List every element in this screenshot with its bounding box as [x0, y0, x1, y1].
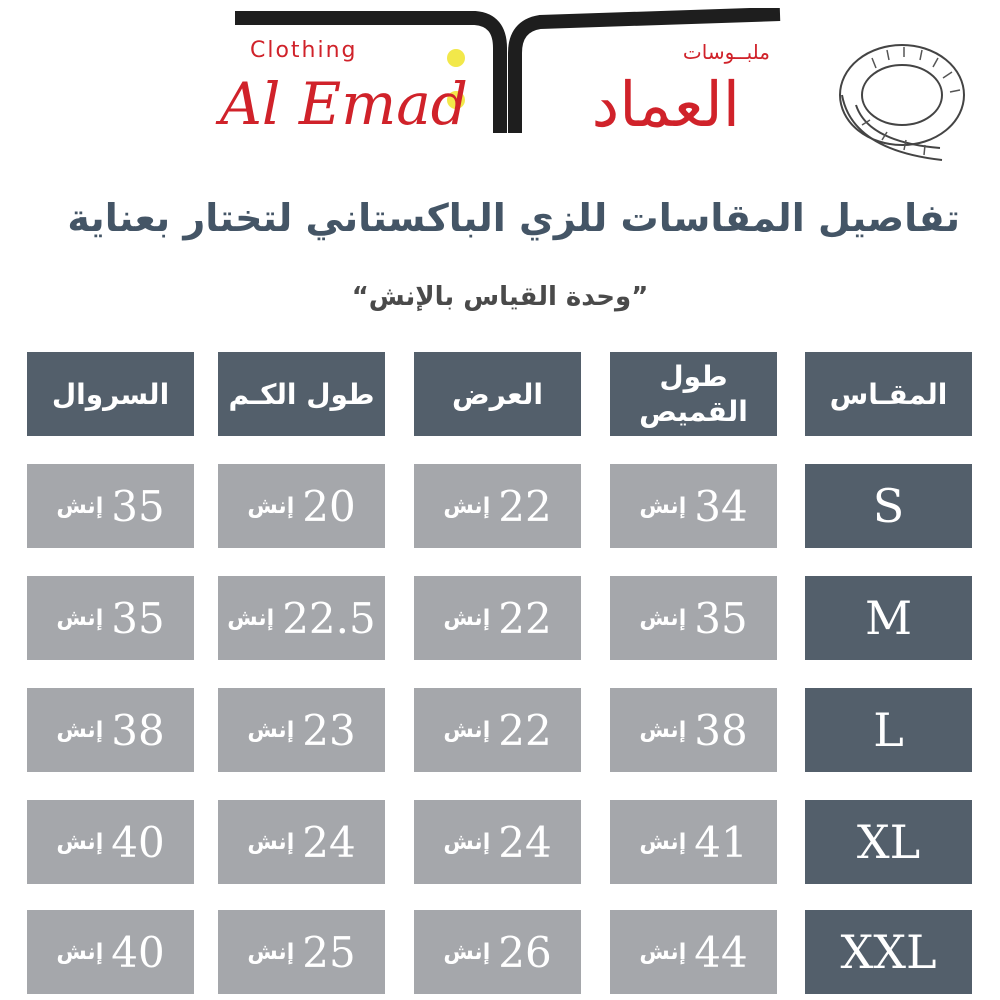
- header-sleeve-length: طول الكـم: [218, 352, 385, 436]
- size-label: XL: [805, 800, 972, 884]
- trousers-cell: [27, 800, 194, 884]
- value: 22: [498, 705, 552, 755]
- value: 23: [302, 705, 356, 755]
- tape-measure-icon: [832, 30, 972, 170]
- value: 22: [498, 481, 552, 531]
- brand-en-name: Al Emad: [220, 70, 468, 138]
- width-cell: [414, 800, 581, 884]
- unit: إنش: [56, 605, 104, 631]
- value: 40: [111, 817, 165, 867]
- width-cell: [414, 576, 581, 660]
- brand-ar-small: ملبــوسات: [682, 40, 770, 64]
- shirt-length-cell: [610, 576, 777, 660]
- value: 25: [302, 927, 356, 977]
- value: 35: [111, 593, 165, 643]
- brand-logo: [210, 8, 790, 148]
- value: 22: [498, 593, 552, 643]
- shirt-length-cell: [610, 910, 777, 994]
- shirt-length-cell: [610, 688, 777, 772]
- unit: إنش: [443, 717, 491, 743]
- unit: إنش: [639, 939, 687, 965]
- width-cell: [414, 910, 581, 994]
- unit: إنش: [56, 493, 104, 519]
- size-label: L: [805, 688, 972, 772]
- unit: إنش: [639, 717, 687, 743]
- unit: إنش: [56, 717, 104, 743]
- unit: إنش: [247, 829, 295, 855]
- value: 24: [302, 817, 356, 867]
- value: 38: [694, 705, 748, 755]
- unit: إنش: [247, 939, 295, 965]
- trousers-cell: [27, 576, 194, 660]
- trousers-cell: [27, 464, 194, 548]
- unit: إنش: [247, 493, 295, 519]
- value: 22.5: [282, 593, 376, 643]
- value: 35: [111, 481, 165, 531]
- value: 34: [694, 481, 748, 531]
- sleeve-length-cell: [218, 688, 385, 772]
- unit: إنش: [443, 939, 491, 965]
- brand-ar-name: العماد: [591, 68, 740, 141]
- unit-subtitle: “وحدة القياس بالإنش”: [351, 282, 649, 312]
- size-label: XXL: [805, 910, 972, 994]
- value: 26: [498, 927, 552, 977]
- unit: إنش: [443, 493, 491, 519]
- unit: إنش: [639, 605, 687, 631]
- unit: إنش: [56, 829, 104, 855]
- sleeve-length-cell: [218, 800, 385, 884]
- trousers-cell: [27, 688, 194, 772]
- value: 41: [694, 817, 748, 867]
- value: 44: [694, 927, 748, 977]
- value: 20: [302, 481, 356, 531]
- header-shirt-length: طول القميص: [610, 352, 777, 436]
- unit: إنش: [639, 493, 687, 519]
- shirt-length-cell: [610, 464, 777, 548]
- size-label: S: [805, 464, 972, 548]
- unit: إنش: [56, 939, 104, 965]
- shirt-length-cell: [610, 800, 777, 884]
- page-title: تفاصيل المقاسات للزي الباكستاني لتختار بعناية: [67, 196, 960, 240]
- value: 24: [498, 817, 552, 867]
- header-size: المقـاس: [805, 352, 972, 436]
- header-width: العرض: [414, 352, 581, 436]
- sleeve-length-cell: [218, 910, 385, 994]
- brand-en-small: Clothing: [250, 38, 358, 63]
- unit: إنش: [247, 717, 295, 743]
- unit: إنش: [639, 829, 687, 855]
- width-cell: [414, 464, 581, 548]
- unit: إنش: [443, 829, 491, 855]
- width-cell: [414, 688, 581, 772]
- sleeve-length-cell: [218, 464, 385, 548]
- trousers-cell: [27, 910, 194, 994]
- value: 35: [694, 593, 748, 643]
- size-label: M: [805, 576, 972, 660]
- header-trousers: السروال: [27, 352, 194, 436]
- unit: إنش: [227, 605, 275, 631]
- unit: إنش: [443, 605, 491, 631]
- sleeve-length-cell: [218, 576, 385, 660]
- value: 40: [111, 927, 165, 977]
- value: 38: [111, 705, 165, 755]
